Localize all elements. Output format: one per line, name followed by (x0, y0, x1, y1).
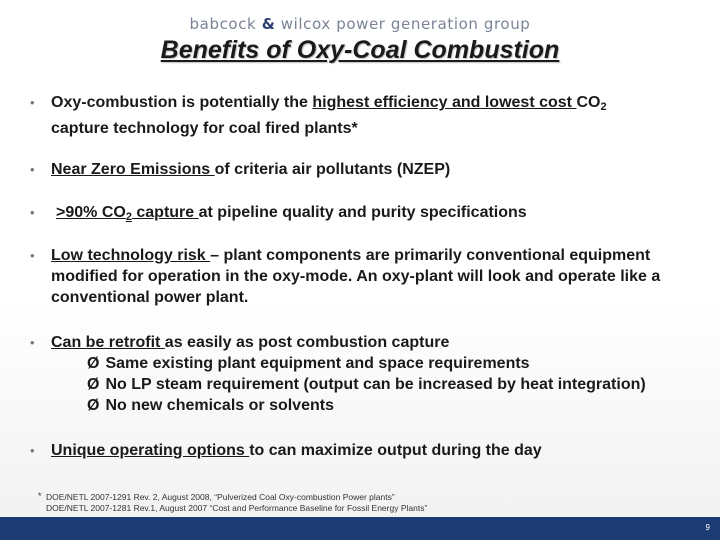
organization-header (0, 15, 720, 33)
org-ampersand: & (261, 15, 276, 33)
bullet-underlined-text: Low technology risk (51, 247, 211, 264)
footer-bar (0, 517, 720, 540)
bullet-dot-icon: • (30, 162, 35, 177)
bullet-underlined-text: Can be retrofit (51, 334, 165, 351)
arrow-bullet-icon: Ø (87, 376, 100, 393)
bullet-text: – plant components are primarily conventional equipment modified for operation in the oxy-mode. An oxy-plant will look and operate like a conventional power plant. (51, 247, 661, 306)
bullet-text: to can maximize output during the day (249, 442, 542, 459)
subscript: 2 (125, 211, 132, 223)
bullet-underlined-text: Unique operating options (51, 442, 250, 459)
org-name-part1: babcock (189, 15, 257, 33)
sub-bullet-item (87, 353, 700, 374)
sub-bullet-text: No LP steam requirement (output can be increased by heat integration) (105, 376, 646, 393)
bullet-dot-icon: • (30, 205, 35, 220)
bullet-dot-icon: • (30, 95, 35, 110)
footnote-marker: * (38, 491, 42, 501)
bullet-text: of criteria air pollutants (NZEP) (214, 161, 451, 178)
page-number: 9 (705, 523, 710, 532)
bullet-text: CO (576, 94, 601, 111)
sub-bullet-text: No new chemicals or solvents (105, 397, 334, 414)
bullet-underlined-text: >90% CO (56, 204, 126, 221)
footnote-line: DOE/NETL 2007-1291 Rev. 2, August 2008, “Pulverized Coal Oxy-combustion Power plants” (46, 492, 395, 502)
footnote-line: DOE/NETL 2007-1281 Rev.1, August 2007 “Cost and Performance Baseline for Fossil Energy Plants” (46, 503, 428, 513)
footnote (38, 491, 428, 514)
bullet-text: at pipeline quality and purity specifications (198, 204, 527, 221)
bullet-text: as easily as post combustion capture (164, 334, 450, 351)
bullet-dot-icon: • (30, 443, 35, 458)
bullet-dot-icon: • (30, 335, 35, 350)
subscript: 2 (600, 101, 607, 113)
sub-bullet-list (87, 353, 700, 416)
bullet-underlined-text: highest efficiency and lowest cost (312, 94, 577, 111)
sub-bullet-item (87, 395, 700, 416)
bullet-text: capture technology for coal fired plants* (51, 120, 358, 137)
bullet-text: Oxy-combustion is potentially the (51, 94, 313, 111)
org-name-part2: wilcox power generation group (280, 15, 531, 33)
slide-title: Benefits of Oxy-Coal Combustion (160, 36, 560, 64)
bullet-dot-icon: • (30, 248, 35, 263)
bullet-underlined-text: capture (131, 204, 199, 221)
sub-bullet-text: Same existing plant equipment and space requirements (105, 355, 530, 372)
bullet-underlined-text: Near Zero Emissions (51, 161, 215, 178)
arrow-bullet-icon: Ø (87, 355, 100, 372)
arrow-bullet-icon: Ø (87, 397, 100, 414)
sub-bullet-item (87, 374, 700, 395)
